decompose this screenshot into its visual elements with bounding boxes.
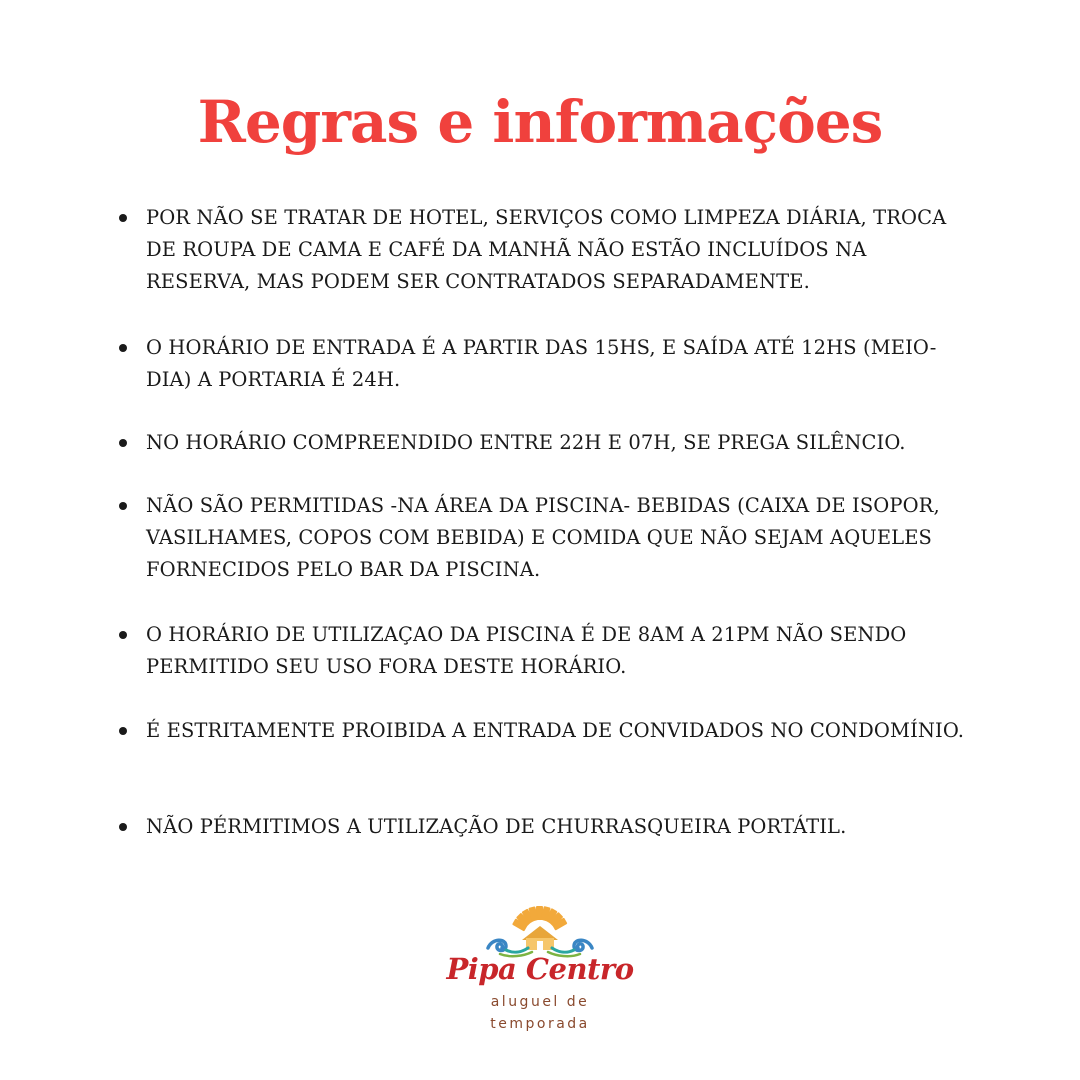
bullet-icon (119, 214, 127, 222)
rule-text: O HORÁRIO DE UTILIZAÇAO DA PISCINA É DE 8AM A 21PM NÃO SENDO PERMITIDO SEU USO FORA DESTE HORÁRIO. (146, 623, 907, 678)
bullet-icon (119, 439, 127, 447)
page-title: Regras e informações (197, 88, 883, 156)
tagline-line-1: aluguel de (490, 994, 590, 1010)
rule-text: NÃO SÃO PERMITIDAS -NA ÁREA DA PISCINA- BEBIDAS (CAIXA DE ISOPOR, VASILHAMES, COPOS COM BEBIDA) E COMIDA QUE NÃO SEJAM AQUELES FORNECIDOS PELO BAR DA PISCINA. (146, 494, 940, 581)
rule-text: É ESTRITAMENTE PROIBIDA A ENTRADA DE CONVIDADOS NO CONDOMÍNIO. (146, 719, 965, 742)
rule-item-4 (118, 490, 968, 586)
rule-text: O HORÁRIO DE ENTRADA É A PARTIR DAS 15HS, E SAÍDA ATÉ 12HS (MEIO-DIA) A PORTARIA É 24H. (146, 336, 937, 391)
rule-item-5 (118, 619, 968, 683)
rule-item-1 (118, 202, 968, 298)
rule-text: NÃO PÉRMITIMOS A UTILIZAÇÃO DE CHURRASQUEIRA PORTÁTIL. (146, 815, 847, 838)
bullet-icon (119, 727, 127, 735)
bullet-icon (119, 344, 127, 352)
tagline-line-2: temporada (490, 1016, 590, 1032)
brand-logo (440, 902, 640, 1042)
rule-item-6 (118, 715, 968, 747)
rule-item-3 (118, 427, 968, 459)
bullet-icon (119, 823, 127, 831)
rule-text: NO HORÁRIO COMPREENDIDO ENTRE 22H E 07H, SE PREGA SILÊNCIO. (146, 431, 906, 454)
rule-item-7 (118, 811, 968, 843)
bullet-icon (119, 631, 127, 639)
bullet-icon (119, 502, 127, 510)
rule-text: POR NÃO SE TRATAR DE HOTEL, SERVIÇOS COMO LIMPEZA DIÁRIA, TROCA DE ROUPA DE CAMA E CAFÉ DA MANHÃ NÃO ESTÃO INCLUÍDOS NA RESERVA, MAS PODEM SER CONTRATADOS SEPARADAMENTE. (146, 206, 947, 293)
brand-name: Pipa Centro (446, 952, 634, 986)
rule-item-2 (118, 332, 968, 396)
